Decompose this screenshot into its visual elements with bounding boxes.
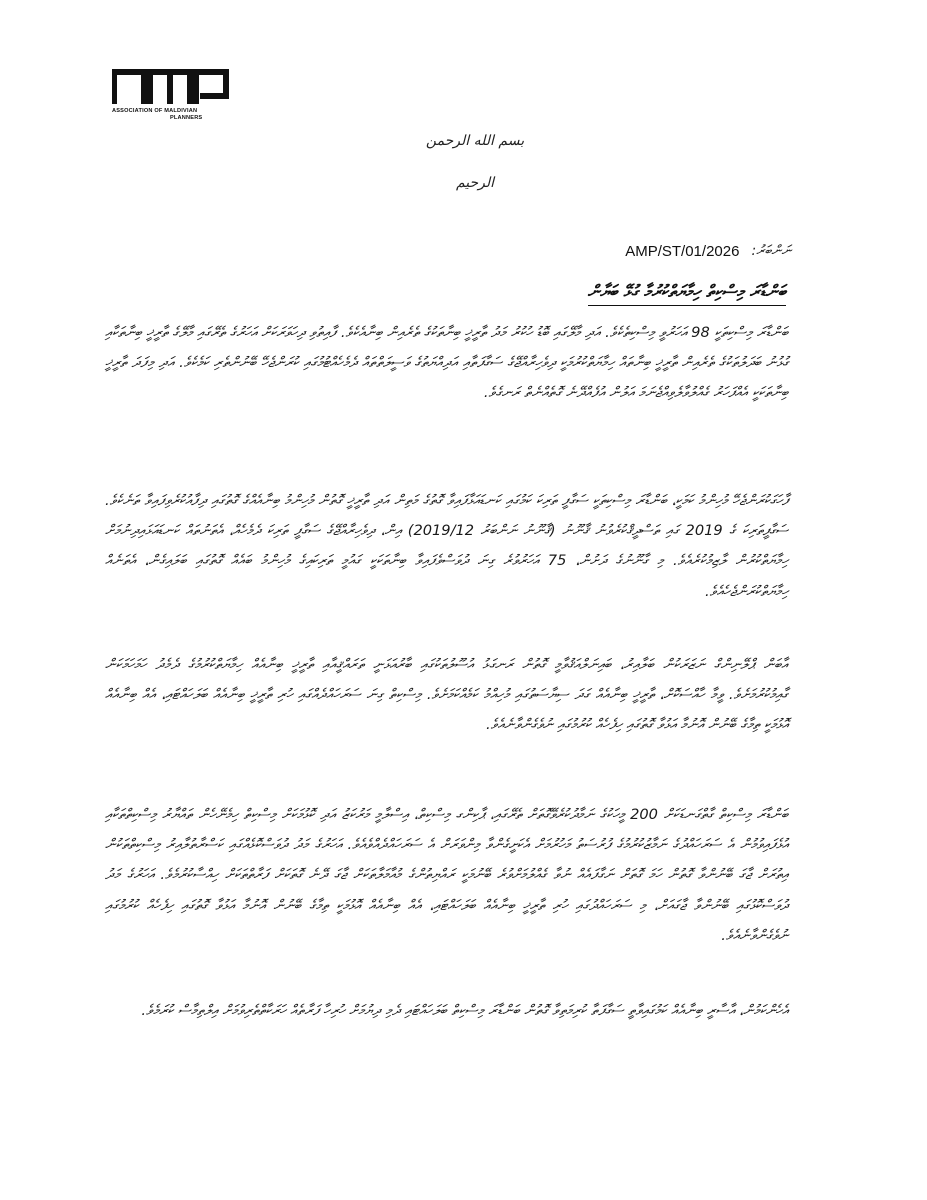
basmala: بسم الله الرحمن الرحيم — [425, 133, 525, 191]
paragraph-4: ބަންޑާރަ މިސްކިތް ގާތްގަނޑަކަށް 200 މީހަކުގެ ނަމާދުކުރެވޭގޮތަށް ތެރޭގައި، ޕާކިންގ މިސްކިތް، އިސްލާމީ މަރުކަޒު އަދި ކޮޅުމަކަށް މިސްކިތް ހިމެނޭހެން ތައްޔާރު މިސްކިތްތަކާއި އުޅެފައިވުމުން އެ ސަރަހައްދުގެ ނަމާޒުކުރުމުގެ ފުރުސަތު މަހުރުމަށް އެކަށީގެންވާ މިންވަރަށް އެ ސަރަހައްދެއްވެއެވެ. އަހަރުގެ މަދު ދުވަސްކޮޅެއްގައި ކަސްރާތުލާއިރު މިސްކިތްތަކުން އިތުރަށް ޖާގަ ބޭނުންވާ ގޮތުން ހަމަ ގޮތަށް ނަގާފައެއް ނުވާ ގެއްލުމަށްވުރެ ބޭނުމަކީ ރައްޔިތުންގެ މުއާމަލާތަކަށް ޖާގަ ދޭނެ ގޮތަކަށް ފަރާތްތަކަށް ހިއްސާކުރުމެވެ. އަހަރުގެ މަދު ދުވަސްކޮޅުގައި ބޭނުންވާ ޖާގައަށް، މި ސަރަހައްދުގައި ހުރި ތާރީޚީ ބިނާއެއް ބަލަހައްޓައި، އެއް ބިނާއެއް އޮޅުމަކީ ތިމާގެ ބޭނުން އޮނުމާ އަޅުވާ ގޮތުގައި ހިފެހެއް ކުރުމުގައި ނުވެގެންވާނެއެވެ. — [105, 806, 788, 944]
paragraph-1: ބަންޑާރަ މިސްކިތަކީ 98 އަހަރުވީ މިސްކިތެކެވެ. އަދި މާލޭގައި ބޮޑު ހުކުރު މަދު ތާރީޚީ ބިނާތަކުގެ ތެރެއިން ބިނާއެކެވެ. ފާއިތުވި ދިހަވަރަކަށް އަހަރުގެ ތެރޭގައި މާލޭގެ ތާރީޚީ ބިނާތަކާއި ގުޅުނު ބަދަލުތަކުގެ ތެރެއިން ތާރީޚީ ބިނާތައް ހިމާޔަތްކުރުމަކީ ދިވެހިރާއްޖޭގެ ސަގާފަތާއި އަދިއްޔަތުގެ ވަސީލަތްތައް ދެމެހެއްޓުމުގައި ކުރަންޖެހޭ ބޭނުންތެރި ކަމެކެވެ. އަދި މިފަދަ ތާރީޚީ ބިނާތަކަކީ އެއްފަހަރު ގެއްލުވާލެވިއްޖެނަމަ އަލުން އުފެއްދޭނެ ގޮތެއްނެތް ރަނގެވެ. — [105, 324, 788, 402]
paragraph-5: އެހެންކަމުން، އާސާރީ ބިނާއެއް ކަމުގައިވާތީ ސަގާފަތާ ކުރިމަތިވާ ގޮތުން ބަންޑާރަ މިސްކިތް ބަލަހައްޓައި ދެމި ދިޔުމަށް ހުރިހާ ފަރާތެއް ހަރަކާތްތެރިވުމަށް އިލްތިމާސް ކުރަމެވެ. — [141, 1002, 788, 1019]
logo — [112, 68, 232, 138]
logo-text-line2: PLANNERS — [170, 115, 203, 121]
logo-text-line1: ASSOCIATION OF MALDIVIAN — [112, 108, 198, 114]
reference-label: ނަންބަރު: — [751, 243, 791, 259]
reference-number: AMP/ST/01/2026 — [625, 242, 740, 260]
amp-logo-mark — [112, 68, 232, 106]
paragraph-2: ފާހަގަކުރަންޖެހޭ މުހިންމު ކަމަކީ، ބަންޑާރަ މިސްކިތަކީ ސަގާފީ ތަރިކަ ކަމުގައި ކަނޑައަޅާފައިވާ ގޮތުގެ މަތިން އަދި ތާރީޚީ ގޮތުން މުހިންމު ބިނާއެއްގެ ގޮތުގައި ދިފާއުކުރެވިފައިވާ ތަނެކެވެ. ސަގާފީތަރިކަ ގެ 2019 ގައި ތަސްދީޤްކުރެވުނު ޤާނޫނު (ޤާނޫނު ނަންބަރު 2019/12) އިން، ދިވެހިރާއްޖޭގެ ސަގާފީ ތަރިކަ ދެމެހެއް، އެތަނުތައް ކަނޑައަޅައިދިނުމަށް ހިމާޔަތްކުރުން ލާޒިމުކުރެއެވެ. މި ގާނޫނުގެ ދަށުން، 75 އަހަރުވުރެ ގިނަ ދުވަސްވެފައިވާ ބިނާތަކަކީ ގައުމީ ތަރިކައިގެ މުހިންމު ބައެއް ގޮތުގައި ބަލައިގެން، އެތަނެއް ހިމާޔަތްކުރަންޖެހެއެވެ. — [105, 492, 788, 600]
paragraph-3: އާބަން ޕްލޭނިންގް ނަޒަރަކުން ބަލާއިރު، ބައިނަލްއަޤުވާމީ ގޮތުން ރަނގަޅު އުސޫލުތަކުގައި ބާރުއަޅަނީ ތަރައްޤީއާއި ތާރީޚީ ބިނާއެއް ހިމާޔަތްކުރުމުގެ ދެމެދު ހަމަހަމަކަން ގާއިމުކުރުމަށެވެ. ވީމާ ހާއްސަކޮށް، ތާރީޚީ ބިނާއެއް ގަދަ ސިޔާސަތުގައި މުހިއްމު ކަމެއްކަމަށެވެ. މިސްކިތް ގިނަ ސަރަހައްދެއްގައި ހުރި ތާރީޚީ ބިނާއެއް ބަލަހައްޓައި، އެއް ބިނާއެއް އޮޅުމަކީ ތިމާގެ ބޭނުން އޮނުމާ އަޅުވާ ގޮތުގައި ހިފެހެއް ކުރުމުގައި ނުވެގެންވާނެއެވެ. — [105, 656, 788, 734]
reference-line — [625, 240, 791, 262]
document-heading: ބަންޑާރަ މިސްކިތް ހިމާޔަތްކުރުމާ ގުޅޭ ބަޔާން — [588, 282, 786, 306]
